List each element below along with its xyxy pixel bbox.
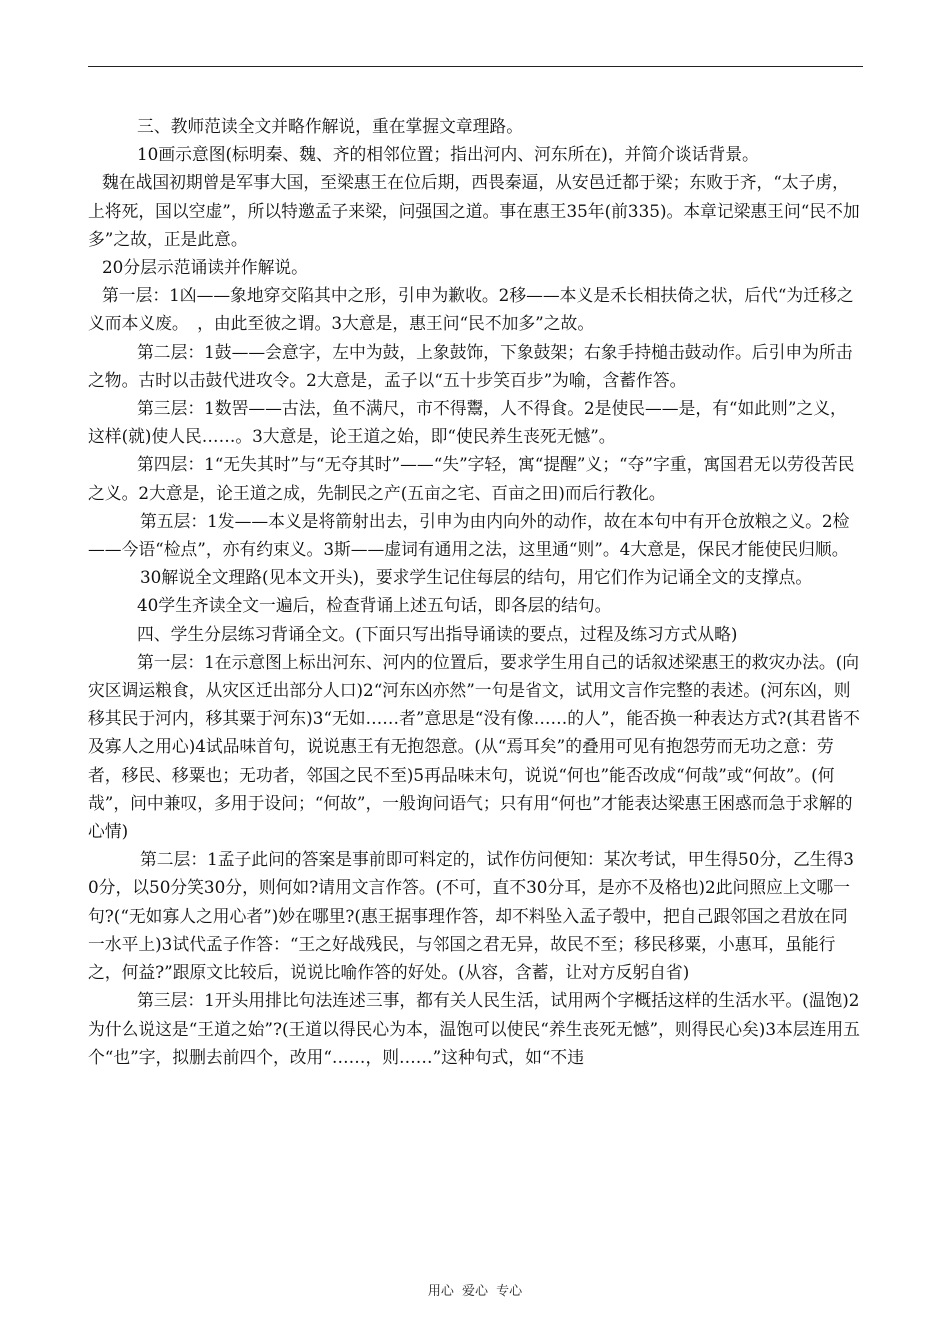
paragraph: 第三层：1数罟——古法，鱼不满尺，市不得鬻，人不得食。2是使民——是，有“如此则”之义，这样(就)使人民……。3大意是，论王道之始，即“使民养生丧死无憾”。 [88, 398, 847, 447]
paragraph: 第一层：1凶——象地穿交陷其中之形，引申为歉收。2移——本义是禾长相扶倚之状，后代“为迁移之义而本义废。 ，由此至彼之谓。3大意是，惠王问“民不加多”之故。 [88, 285, 854, 334]
paragraph: 第四层：1“无失其时”与“无夺其时”——“失”字轻，寓“提醒”义；“夺”字重，寓国君无以劳役苦民之义。2大意是，论王道之成，先制民之产(五亩之宅、百亩之田)而后行教化。 [88, 454, 855, 503]
paragraph: 10画示意图(标明秦、魏、齐的相邻位置；指出河内、河东所在)，并简介谈话背景。 [137, 144, 759, 165]
paragraph: 第二层：1孟子此问的答案是事前即可料定的，试作仿问便知：某次考试，甲生得50分，乙生得30分，以50分笑30分，则何如?请用文言作答。(不可，直不30分耳，是亦不及格也)2此问照应上文哪一句?(“无如寡人之用心者”)妙在哪里?(惠王据事理作答，却不料坠入孟子彀中，把自己跟邻国之君放在同一水平上)3试代孟子作答：“王之好战残民，与邻国之君无异，故民不至；移民移粟，小惠耳，虽能行之，何益?”跟原文比较后，说说比喻作答的好处。(从容，含蓄，让对方反躬自省) [88, 849, 854, 983]
paragraph: 三、教师范读全文并略作解说，重在掌握文章理路。 [137, 116, 523, 136]
paragraph: 第五层：1发——本义是将箭射出去，引申为由内向外的动作，故在本句中有开仓放粮之义。2检——今语“检点”，亦有约束义。3斯——虚词有通用之法，这里通“则”。4大意是，保民才能使民归顺。 [88, 510, 850, 560]
header-rule [88, 66, 863, 67]
document-body [88, 112, 863, 1071]
paragraph: 四、学生分层练习背诵全文。(下面只写出指导诵读的要点，过程及练习方式从略) [137, 623, 738, 644]
paragraph: 第二层：1鼓——会意字，左中为鼓，上象鼓饰，下象鼓架；右象手持槌击鼓动作。后引申为所击之物。古时以击鼓代进攻令。2大意是，孟子以“五十步笑百步”为喻，含蓄作答。 [88, 341, 853, 390]
paragraph: 第一层：1在示意图上标出河东、河内的位置后，要求学生用自己的话叙述梁惠王的救灾办法。(向灾区调运粮食，从灾区迁出部分人口)2“河东凶亦然”一句是省文，试用文言作完整的表述。(河东凶，则移其民于河内，移其粟于河东)3“无如……者”意思是“没有像……的人”，能否换一种表达方式?(其君皆不及寡人之用心)4试品味首句，说说惠王有无抱怨意。(从“焉耳矣”的叠用可见有抱怨劳而无功之意：劳者，移民、移粟也；无功者，邻国之民不至)5再品味末句，说说“何也”能否改成“何哉”或“何故”。(何哉”，问中兼叹，多用于设问；“何故”，一般询问语气；只有用“何也”才能表达梁惠王困惑而急于求解的心情) [88, 651, 860, 842]
paragraph: 20分层示范诵读并作解说。 [102, 257, 308, 278]
paragraph: 魏在战国初期曾是军事大国，至梁惠王在位后期，西畏秦逼，从安邑迁都于梁；东败于齐，“太子虏，上将死，国以空虚”，所以特邀孟子来梁，问强国之道。事在惠王35年(前335)。本章记梁惠王问“民不加多”之故，正是此意。 [88, 172, 860, 249]
page-footer: 用心 爱心 专心 [427, 1284, 523, 1299]
paragraph: 30解说全文理路(见本文开头)，要求学生记住每层的结句，用它们作为记诵全文的支撑点。 [140, 567, 813, 588]
paragraph: 40学生齐读全文一遍后，检查背诵上述五句话，即各层的结句。 [137, 595, 612, 616]
paragraph: 第三层：1开头用排比句法连述三事，都有关人民生活，试用两个字概括这样的生活水平。(温饱)2为什么说这是“王道之始”?(王道以得民心为本，温饱可以使民“养生丧死无憾”，则得民心矣)3本层连用五个“也”字，拟删去前四个，改用“……，则……”这种句式，如“不违 [88, 990, 860, 1067]
